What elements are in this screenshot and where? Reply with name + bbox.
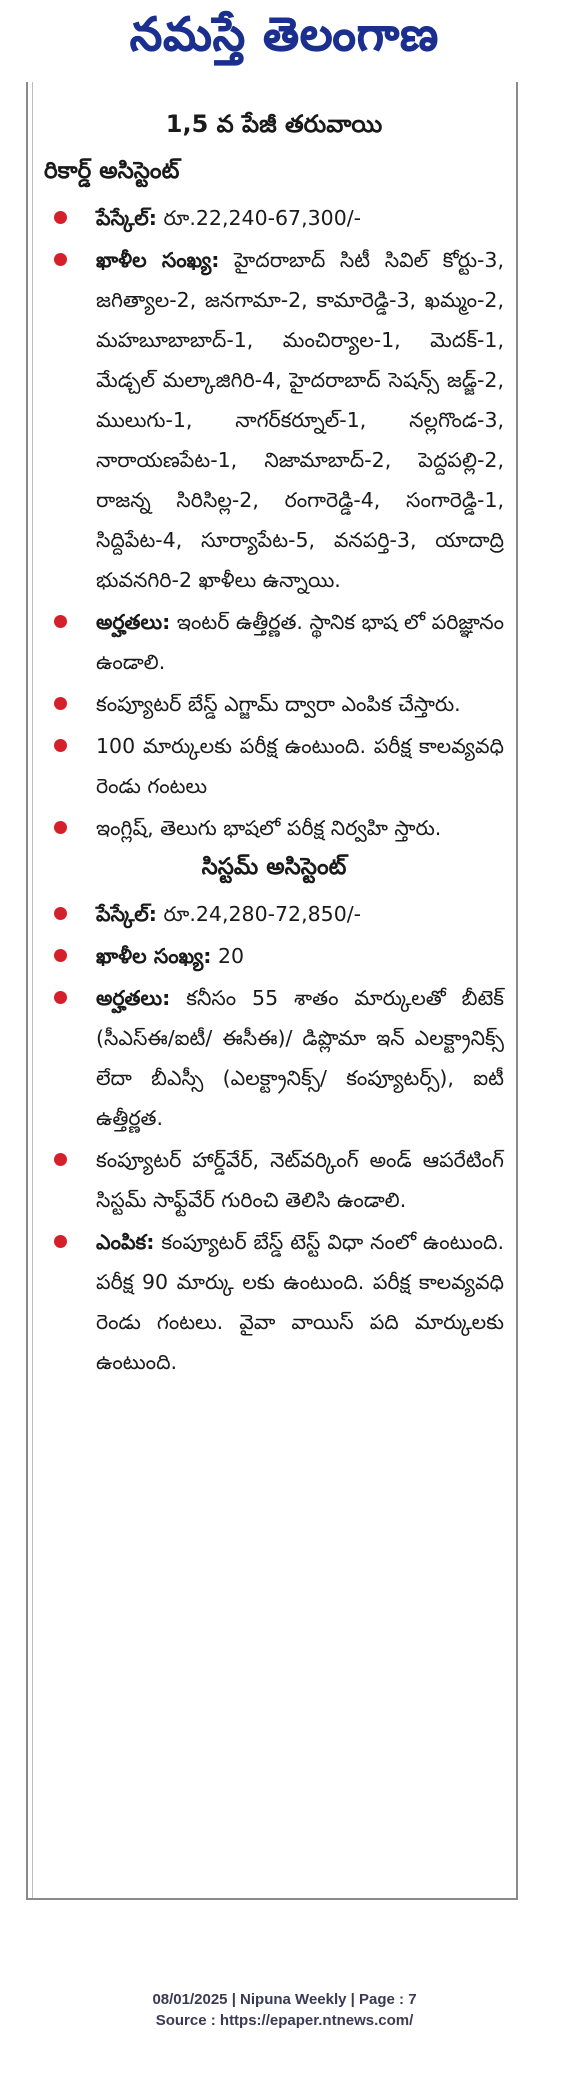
bullet-text: 20	[211, 944, 245, 968]
page-continuation-heading: 1,5 వ పేజీ తరువాయి	[165, 110, 383, 138]
list-item	[44, 240, 504, 600]
list-item	[44, 198, 504, 238]
list-item	[44, 602, 504, 682]
bullet-icon	[54, 697, 67, 710]
masthead	[0, 0, 569, 80]
bullet-icon	[54, 907, 67, 920]
bullet-text: రూ.22,240-67,300/-	[157, 206, 362, 230]
list-item	[44, 978, 504, 1138]
record-assistant-list	[44, 198, 504, 848]
footer-source: Source : https://epaper.ntnews.com/	[155, 2012, 414, 2029]
section-title-record-assistant: రికార్డ్ అసిస్టెంట్	[44, 158, 180, 184]
bullet-text: కంప్యూటర్ బేస్డ్ టెస్ట్ విధా నంలో ఉంటుంది. పరీక్ష 90 మార్కు లకు ఉంటుంది. పరీక్ష కాలవ్యవధి రెండు గంటలు. వైవా వాయిస్ పది మార్కులకు ఉంటుంది.	[96, 1230, 504, 1374]
list-item	[44, 684, 504, 724]
bullet-text: ఇంగ్లిష్, తెలుగు భాషలో పరీక్ష నిర్వహి స్తారు.	[96, 816, 442, 840]
bullet-text: కంప్యూటర్ బేస్డ్ ఎగ్జామ్ ద్వారా ఎంపిక చేస్తారు.	[96, 692, 461, 716]
masthead-title: నమస్తే తెలంగాణ	[129, 7, 440, 61]
bullet-text: ఇంటర్ ఉత్తీర్ణత. స్థానిక భాష లో పరిజ్ఞానం ఉండాలి.	[96, 610, 504, 674]
footer-date-publication: 08/01/2025 | Nipuna Weekly | Page : 7	[152, 1991, 417, 2008]
system-assistant-section	[44, 854, 504, 1382]
article-content	[44, 108, 504, 1384]
bullet-text: 100 మార్కులకు పరీక్ష ఉంటుంది. పరీక్ష కాలవ్యవధి రెండు గంటలు	[96, 734, 504, 798]
list-item	[44, 808, 504, 848]
bullet-label: అర్హతలు:	[96, 610, 171, 634]
bullet-label: పేస్కేల్:	[96, 902, 157, 926]
bullet-text: హైదరాబాద్ సిటీ సివిల్ కోర్టు-3, జగిత్యాల-2, జనగామా-2, కామారెడ్డి-3, ఖమ్మం-2, మహబూబాబాద్-1, మంచిర్యాల-1, మెదక్-1, మేడ్చల్ మల్కాజిగిరి-4, హైదరాబాద్ సెషన్స్ జడ్జ్-2, ములుగు-1, నాగర్‌కర్నూల్-1, నల్లగొండ-3, నారాయణపేట-1, నిజామాబాద్-2, పెద్దపల్లి-2, రాజన్న సిరిసిల్ల-2, రంగారెడ్డి-4, సంగారెడ్డి-1, సిద్దిపేట-4, సూర్యాపేట-5, వనపర్తి-3, యాదాద్రి భువనగిరి-2 ఖాళీలు ఉన్నాయి.	[96, 248, 504, 592]
bullet-icon	[54, 253, 67, 266]
bullet-icon	[54, 615, 67, 628]
bullet-label: ఎంపిక:	[96, 1230, 155, 1254]
bullet-text: కంప్యూటర్ హార్డ్‌వేర్, నెట్‌వర్కింగ్ అండ్ ఆపరేటింగ్ సిస్టమ్ సాఫ్ట్‌వేర్ గురించి తెలిసి ఉండాలి.	[96, 1148, 504, 1212]
list-item	[44, 894, 504, 934]
bullet-label: ఖాళీల సంఖ్య:	[96, 944, 212, 968]
list-item	[44, 1140, 504, 1220]
bullet-icon	[54, 821, 67, 834]
bullet-icon	[54, 1235, 67, 1248]
list-item	[44, 726, 504, 806]
record-assistant-section	[44, 158, 504, 848]
bullet-icon	[54, 1153, 67, 1166]
bullet-icon	[54, 991, 67, 1004]
bullet-label: పేస్కేల్:	[96, 206, 157, 230]
section-title-system-assistant: సిస్టమ్ అసిస్టెంట్	[201, 854, 347, 880]
list-item	[44, 936, 504, 976]
bullet-icon	[54, 949, 67, 962]
bullet-label: అర్హతలు:	[96, 986, 171, 1010]
bullet-text: కనీసం 55 శాతం మార్కులతో బీటెక్ (సీఎస్ఈ/ఐటీ/ ఈసీఈ)/ డిప్లొమా ఇన్ ఎలక్ట్రానిక్స్ లేదా బీఎస్సీ (ఎలక్ట్రానిక్స్/ కంప్యూటర్స్), ఐటీ ఉత్తీర్ణత.	[96, 986, 504, 1130]
bullet-icon	[54, 739, 67, 752]
list-item	[44, 1222, 504, 1382]
bullet-icon	[54, 211, 67, 224]
bullet-text: రూ.24,280-72,850/-	[157, 902, 362, 926]
system-assistant-list	[44, 894, 504, 1382]
bullet-label: ఖాళీల సంఖ్య:	[96, 248, 220, 272]
